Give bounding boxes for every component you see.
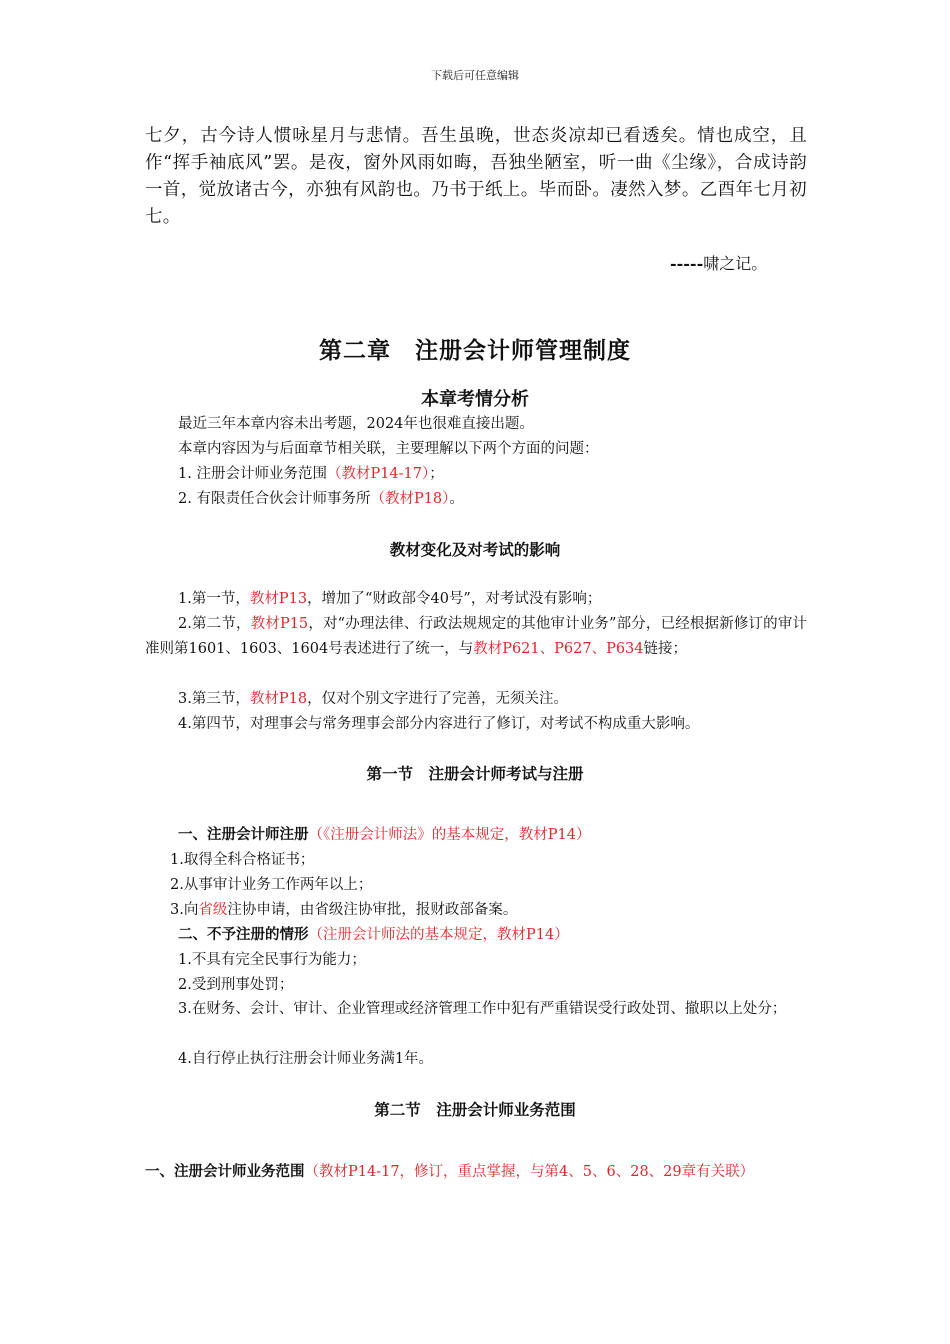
change-1-label: 1.第一节，: [178, 591, 250, 607]
reg-item-1: 1.取得全科合格证书；: [170, 852, 315, 868]
change-item-1: [178, 587, 601, 608]
change-item-2: [145, 612, 807, 662]
chapter-title: 第二章 注册会计师管理制度: [319, 338, 631, 364]
analysis-item-1: [178, 462, 444, 483]
section-1-sub-1-title: 一、注册会计师注册: [178, 827, 309, 843]
reg-item-2: 2.从事审计业务工作两年以上；: [170, 877, 373, 893]
change-2-ref: 教材P15: [250, 616, 309, 632]
preface-signature: [670, 251, 767, 274]
analysis-item-2: [178, 487, 464, 508]
section-1-sub-2-title: 二、不予注册的情形: [178, 927, 309, 943]
section-2-sub-1-ref: （教材P14-17，修订，重点掌握，与第4、5、6、28、29章有关联）: [304, 1164, 755, 1180]
analysis-item-2-end: 。: [449, 491, 464, 507]
changes-title: 教材变化及对考试的影响: [389, 541, 561, 559]
reg-item-3-a: 3.向: [170, 902, 199, 918]
change-2-text: ，对“办理法律、行政法规规定的其他审计业务”部分，已经根据新修订的审计准则第1601、1603、1604号表述进行了统一，与: [145, 616, 807, 657]
deny-item-4: 4.自行停止执行注册会计师业务满1年。: [178, 1051, 434, 1067]
section-2-title: 第二节 注册会计师业务范围: [374, 1101, 576, 1119]
change-3-label: 3.第三节，: [178, 691, 250, 707]
section-1-sub-2-ref: （注册会计师法的基本规定，教材P14）: [308, 927, 569, 943]
change-item-3: [178, 687, 568, 708]
reg-item-3: [170, 898, 517, 919]
reg-item-3-b: 注协申请，由省级注协审批，报财政部备案。: [227, 902, 518, 918]
analysis-line-1: 最近三年本章内容未出考题，2024年也很难直接出题。: [178, 416, 534, 432]
analysis-item-1-ref: （教材P14-17）: [326, 466, 430, 482]
change-2-ref-2: 教材P621、P627、P634: [473, 641, 644, 657]
change-2-label: 2.第二节，: [178, 616, 251, 632]
analysis-item-1-end: ；: [429, 466, 444, 482]
change-2-end: 链接；: [643, 641, 687, 657]
section-1-sub-2: [178, 923, 569, 944]
section-1-sub-1-ref: （《注册会计师法》的基本规定，教材P14）: [308, 827, 591, 843]
change-1-text: ，增加了“财政部令40号”，对考试没有影响；: [307, 591, 602, 607]
analysis-line-2: 本章内容因为与后面章节相关联，主要理解以下两个方面的问题：: [178, 441, 599, 457]
analysis-title: 本章考情分析: [421, 389, 529, 410]
analysis-item-2-ref: （教材P18）: [370, 491, 450, 507]
analysis-item-2-text: 2. 有限责任合伙会计师事务所: [178, 491, 371, 507]
analysis-item-1-text: 1. 注册会计师业务范围: [178, 466, 327, 482]
section-1-sub-1: [178, 823, 590, 844]
change-item-4: 4.第四节，对理事会与常务理事会部分内容进行了修订，对考试不构成重大影响。: [178, 716, 700, 732]
section-2-sub-1-title: 一、注册会计师业务范围: [145, 1164, 305, 1180]
change-1-ref: 教材P13: [249, 591, 308, 607]
page-header: 下载后可任意编辑: [431, 69, 519, 82]
deny-item-3: 3.在财务、会计、审计、企业管理或经济管理工作中犯有严重错误受行政处罚、撤职以上处分；: [178, 1001, 787, 1017]
signature-text: 啸之记。: [703, 254, 768, 273]
change-3-text: ，仅对个别文字进行了完善，无须关注。: [307, 691, 569, 707]
deny-item-2: 2.受到刑事处罚；: [178, 977, 294, 993]
reg-item-3-red: 省级: [198, 902, 228, 918]
change-3-ref: 教材P18: [249, 691, 308, 707]
section-1-title: 第一节 注册会计师考试与注册: [366, 765, 584, 783]
section-2-sub-1: [145, 1160, 807, 1185]
preface-paragraph: 七夕，古今诗人惯咏星月与悲情。吾生虽晚，世态炎凉却已看透矣。情也成空，且作“挥手袖底风”罢。是夜，窗外风雨如晦，吾独坐陋室，听一曲《尘缘》，合成诗韵一首，觉放诸古今，亦独有风韵也。乃书于纸上。毕而卧。凄然入梦。乙酉年七月初七。: [145, 126, 807, 227]
signature-dash: -----: [670, 254, 704, 273]
deny-item-1: 1.不具有完全民事行为能力；: [178, 952, 366, 968]
